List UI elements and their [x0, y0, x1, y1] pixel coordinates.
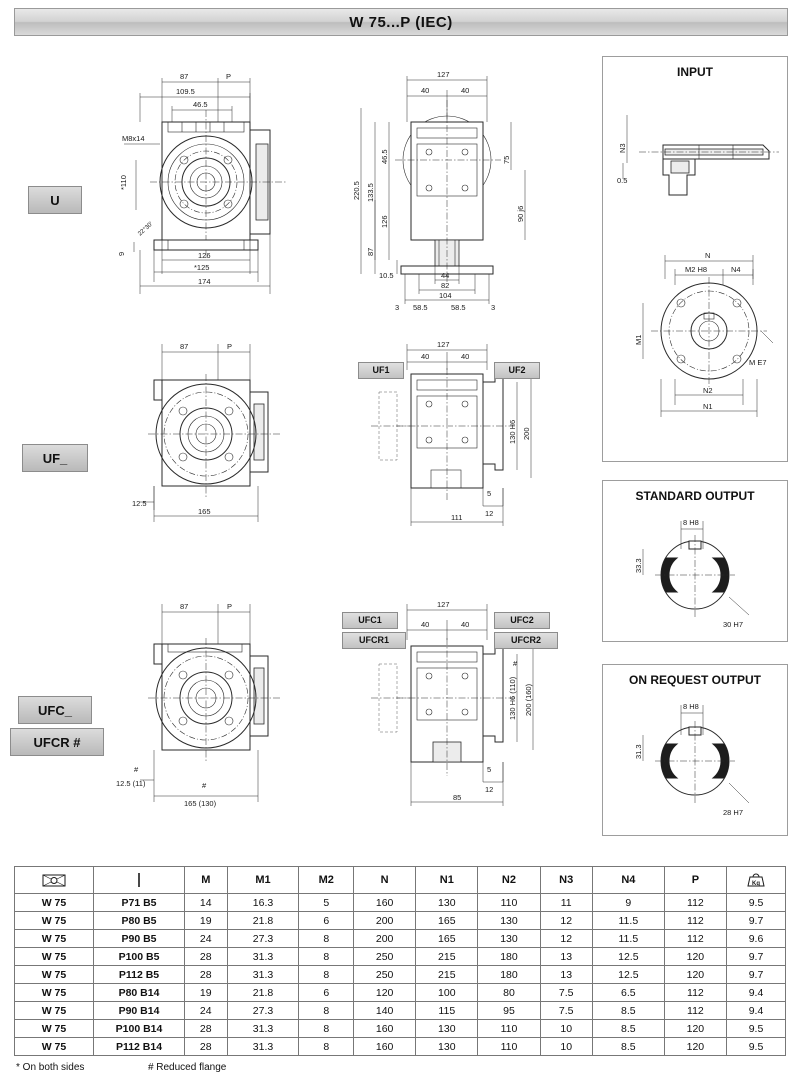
cell-N1: 165 — [416, 912, 478, 930]
shaft-icon — [94, 872, 184, 888]
row-label-u-text: U — [50, 192, 60, 208]
panel-input — [602, 56, 788, 462]
cell-N3: 7.5 — [540, 1002, 592, 1020]
dim-200-160: 200 (160) — [524, 683, 533, 716]
cell-N1: 130 — [416, 1038, 478, 1056]
cell-N3: 12 — [540, 912, 592, 930]
dim-5b: 5 — [487, 765, 492, 774]
dim-58-5b: 58.5 — [451, 303, 466, 310]
dim-133-5: 133.5 — [366, 183, 375, 202]
spec-table — [14, 866, 786, 1056]
dim-220-5: 220.5 — [352, 181, 361, 200]
drawing-u-side-view — [335, 60, 595, 310]
cell-M1: 27.3 — [227, 1002, 299, 1020]
dim-3a: 3 — [395, 303, 400, 310]
tag-ufcr1-text: UFCR1 — [358, 635, 389, 645]
cell-model: W 75 — [15, 1002, 94, 1020]
dim-12b: 12 — [485, 509, 494, 518]
cell-N2: 80 — [478, 984, 540, 1002]
cell-N4: 8.5 — [592, 1020, 664, 1038]
cell-N: 160 — [354, 1038, 416, 1056]
cell-N3: 13 — [540, 948, 592, 966]
cell-model: W 75 — [15, 894, 94, 912]
cell-N4: 8.5 — [592, 1038, 664, 1056]
cell-N: 250 — [354, 948, 416, 966]
cell-motor: P100 B14 — [94, 1020, 185, 1038]
dim-uf-87: 87 — [180, 342, 189, 351]
dim-M2H8: M2 H8 — [685, 265, 708, 274]
cell-weight: 9.5 — [727, 1020, 786, 1038]
cell-model: W 75 — [15, 930, 94, 948]
dim-126b: 126 — [380, 215, 389, 228]
cell-N3: 10 — [540, 1020, 592, 1038]
cell-N: 160 — [354, 894, 416, 912]
cell-N1: 215 — [416, 966, 478, 984]
cell-M: 28 — [185, 966, 228, 984]
cell-M2: 5 — [299, 894, 354, 912]
cell-weight: 9.4 — [727, 1002, 786, 1020]
cell-M2: 6 — [299, 912, 354, 930]
table-row — [15, 930, 786, 948]
dim-12c: 12 — [485, 785, 494, 794]
col-N2: N2 — [478, 867, 540, 894]
tag-ufcr1 — [342, 632, 406, 649]
cell-N4: 12.5 — [592, 966, 664, 984]
cell-weight: 9.7 — [727, 912, 786, 930]
dim-ufc-40b: 40 — [461, 620, 470, 629]
cell-N1: 215 — [416, 948, 478, 966]
drawing-u-front-view — [110, 60, 360, 310]
cell-weight: 9.6 — [727, 930, 786, 948]
dim-8H8-std: 8 H8 — [683, 518, 699, 527]
drawing-uf-side-view — [355, 330, 595, 530]
cell-N: 160 — [354, 1020, 416, 1038]
cell-N1: 130 — [416, 1020, 478, 1038]
col-shaft-icon — [94, 867, 185, 894]
dim-46-5b: 46.5 — [380, 149, 389, 164]
table-row — [15, 912, 786, 930]
dim-40b: 40 — [461, 86, 470, 95]
cell-N2: 130 — [478, 930, 540, 948]
cell-M2: 6 — [299, 984, 354, 1002]
table-row — [15, 1038, 786, 1056]
col-N3: N3 — [540, 867, 592, 894]
dim-3b: 3 — [491, 303, 496, 310]
dim-uf-P: P — [227, 342, 233, 351]
cell-P: 112 — [664, 930, 726, 948]
cell-M1: 31.3 — [227, 948, 299, 966]
dim-hash-a: # — [134, 765, 139, 774]
dim-9: 9 — [117, 251, 126, 256]
row-label-uf-text: UF_ — [42, 450, 68, 466]
col-N1: N1 — [416, 867, 478, 894]
cell-motor: P80 B5 — [94, 912, 185, 930]
cell-M1: 21.8 — [227, 912, 299, 930]
cell-M1: 21.8 — [227, 984, 299, 1002]
dim-N4: N4 — [731, 265, 741, 274]
dim-28H7: 28 H7 — [723, 808, 744, 817]
cell-model: W 75 — [15, 948, 94, 966]
dim-ufc-127: 127 — [437, 600, 450, 609]
dim-87: 87 — [180, 72, 189, 81]
panel-on-request-output-title: ON REQUEST OUTPUT — [628, 673, 761, 687]
cell-N2: 110 — [478, 1020, 540, 1038]
row-label-ufc — [18, 696, 92, 724]
cell-model: W 75 — [15, 984, 94, 1002]
cell-N2: 110 — [478, 1038, 540, 1056]
drawing-ufc-front-view — [110, 590, 360, 820]
cell-model: W 75 — [15, 912, 94, 930]
table-body — [15, 894, 786, 1056]
cell-N4: 11.5 — [592, 912, 664, 930]
cell-M1: 31.3 — [227, 1020, 299, 1038]
dim-75: 75 — [502, 155, 511, 164]
dim-hash-b: # — [202, 781, 207, 790]
dim-ufc-87: 87 — [180, 602, 189, 611]
col-M2: M2 — [299, 867, 354, 894]
drawing-uf-front-view — [110, 330, 360, 530]
svg-text:Kg: Kg — [752, 881, 760, 887]
cell-P: 112 — [664, 1002, 726, 1020]
cell-M: 14 — [185, 894, 228, 912]
dim-12-5-11: 12.5 (11) — [116, 779, 146, 788]
cell-M1: 31.3 — [227, 1038, 299, 1056]
cell-M1: 31.3 — [227, 966, 299, 984]
dim-125: *125 — [194, 263, 210, 272]
row-label-u — [28, 186, 82, 214]
dim-33-3: 33.3 — [634, 558, 643, 573]
footnotes — [16, 1062, 226, 1073]
tag-ufc2-text: UFC2 — [510, 615, 534, 625]
dim-46-5: 46.5 — [193, 100, 208, 109]
dim-200: 200 — [522, 427, 531, 440]
col-P: P — [664, 867, 726, 894]
cell-N: 200 — [354, 912, 416, 930]
cell-weight: 9.4 — [727, 984, 786, 1002]
col-N: N — [354, 867, 416, 894]
cell-N: 250 — [354, 966, 416, 984]
dim-uf-127: 127 — [437, 340, 450, 349]
table-header-row — [15, 867, 786, 894]
dim-85: 85 — [453, 793, 462, 802]
cell-model: W 75 — [15, 1038, 94, 1056]
tag-ufc2 — [494, 612, 550, 629]
dim-174: 174 — [198, 277, 211, 286]
dim-uf-40b: 40 — [461, 352, 470, 361]
cell-M2: 8 — [299, 948, 354, 966]
table-row — [15, 948, 786, 966]
cell-N3: 7.5 — [540, 984, 592, 1002]
cell-motor: P71 B5 — [94, 894, 185, 912]
cell-weight: 9.7 — [727, 966, 786, 984]
cell-M: 19 — [185, 984, 228, 1002]
col-N4: N4 — [592, 867, 664, 894]
cell-M2: 8 — [299, 930, 354, 948]
dim-126: 126 — [198, 251, 211, 260]
cell-M: 19 — [185, 912, 228, 930]
dim-8H8-req: 8 H8 — [683, 702, 699, 711]
dim-44: 44 — [441, 271, 450, 280]
dim-22-30: 22°30' — [136, 220, 155, 238]
dim-111: 111 — [451, 513, 463, 522]
col-M: M — [185, 867, 228, 894]
dim-82: 82 — [441, 281, 450, 290]
dim-130H6-110: 130 H6 (110) — [508, 676, 517, 720]
dim-58-5a: 58.5 — [413, 303, 428, 310]
cell-P: 112 — [664, 894, 726, 912]
cell-motor: P112 B14 — [94, 1038, 185, 1056]
dim-90j6: 90 j6 — [516, 205, 525, 222]
cell-M: 24 — [185, 1002, 228, 1020]
dim-110: *110 — [119, 175, 128, 190]
cell-N2: 180 — [478, 966, 540, 984]
dim-0-5: 0.5 — [617, 176, 628, 185]
cell-M2: 8 — [299, 1038, 354, 1056]
cell-weight: 9.5 — [727, 1038, 786, 1056]
cell-M: 24 — [185, 930, 228, 948]
cell-N2: 95 — [478, 1002, 540, 1020]
dim-N: N — [705, 251, 711, 260]
cell-P: 120 — [664, 948, 726, 966]
cell-N4: 8.5 — [592, 1002, 664, 1020]
table-row — [15, 966, 786, 984]
row-label-ufcr-text: UFCR # — [33, 734, 81, 750]
panel-standard-output — [602, 480, 788, 642]
cell-N2: 130 — [478, 912, 540, 930]
cell-motor: P80 B14 — [94, 984, 185, 1002]
cell-M2: 8 — [299, 966, 354, 984]
dim-ufc-40a: 40 — [421, 620, 430, 629]
cell-M: 28 — [185, 1038, 228, 1056]
cell-M: 28 — [185, 1020, 228, 1038]
gearbox-icon — [15, 873, 93, 888]
cell-motor: P100 B5 — [94, 948, 185, 966]
cell-N1: 100 — [416, 984, 478, 1002]
dim-87b: 87 — [366, 247, 375, 256]
dim-127: 127 — [437, 70, 450, 79]
page-title-bar — [14, 8, 788, 36]
dim-N3: N3 — [618, 143, 627, 153]
cell-N1: 165 — [416, 930, 478, 948]
table-row — [15, 984, 786, 1002]
dim-5: 5 — [487, 489, 492, 498]
cell-N1: 115 — [416, 1002, 478, 1020]
cell-M1: 16.3 — [227, 894, 299, 912]
panel-on-request-output — [602, 664, 788, 836]
dim-N1: N1 — [703, 402, 713, 411]
cell-motor: P90 B14 — [94, 1002, 185, 1020]
cell-N4: 9 — [592, 894, 664, 912]
cell-N4: 6.5 — [592, 984, 664, 1002]
dim-30H7: 30 H7 — [723, 620, 744, 629]
dim-31-3: 31.3 — [634, 744, 643, 759]
cell-M2: 8 — [299, 1020, 354, 1038]
col-M1: M1 — [227, 867, 299, 894]
cell-model: W 75 — [15, 966, 94, 984]
dim-hash-c: # — [513, 659, 518, 668]
row-label-ufc-text: UFC_ — [38, 702, 72, 718]
cell-P: 112 — [664, 984, 726, 1002]
footnote-hash: # Reduced flange — [147, 1062, 227, 1073]
tag-ufc1-text: UFC1 — [358, 615, 382, 625]
cell-M: 28 — [185, 948, 228, 966]
tag-uf2-text: UF2 — [508, 365, 526, 375]
panel-standard-output-title: STANDARD OUTPUT — [635, 489, 755, 503]
cell-N3: 13 — [540, 966, 592, 984]
cell-P: 120 — [664, 966, 726, 984]
dim-40a: 40 — [421, 86, 430, 95]
row-label-ufcr — [10, 728, 104, 756]
cell-N2: 180 — [478, 948, 540, 966]
cell-P: 120 — [664, 1020, 726, 1038]
tag-ufcr2 — [494, 632, 558, 649]
dim-10-5: 10.5 — [379, 271, 394, 280]
dim-ME7: M E7 — [749, 358, 767, 367]
dim-130H6: 130 H6 — [508, 419, 517, 444]
cell-M2: 8 — [299, 1002, 354, 1020]
cell-M1: 27.3 — [227, 930, 299, 948]
dim-N2: N2 — [703, 386, 713, 395]
table-row — [15, 1020, 786, 1038]
col-gearbox-icon — [15, 867, 94, 894]
footnote-asterisk: * On both sides — [16, 1062, 85, 1073]
cell-motor: P112 B5 — [94, 966, 185, 984]
dim-12-5: 12.5 — [132, 499, 147, 508]
tag-ufc1 — [342, 612, 398, 629]
dim-P: P — [226, 72, 232, 81]
cell-N3: 10 — [540, 1038, 592, 1056]
dim-M1: M1 — [634, 334, 643, 345]
row-label-uf — [22, 444, 88, 472]
table-row — [15, 894, 786, 912]
cell-N3: 11 — [540, 894, 592, 912]
col-weight-icon — [727, 867, 786, 894]
cell-motor: P90 B5 — [94, 930, 185, 948]
dim-uf-40a: 40 — [421, 352, 430, 361]
tag-ufcr2-text: UFCR2 — [510, 635, 541, 645]
cell-N: 140 — [354, 1002, 416, 1020]
dim-ufc-P: P — [227, 602, 233, 611]
cell-N1: 130 — [416, 894, 478, 912]
panel-input-title: INPUT — [677, 65, 713, 79]
dim-109-5: 109.5 — [176, 87, 195, 96]
cell-P: 112 — [664, 912, 726, 930]
cell-N2: 110 — [478, 894, 540, 912]
cell-N: 200 — [354, 930, 416, 948]
cell-N: 120 — [354, 984, 416, 1002]
tag-uf1-text: UF1 — [372, 365, 390, 375]
dim-m8x14: M8x14 — [122, 134, 145, 143]
table-row — [15, 1002, 786, 1020]
dim-165-130: 165 (130) — [184, 799, 217, 808]
weight-icon — [727, 872, 785, 888]
cell-weight: 9.7 — [727, 948, 786, 966]
dim-104: 104 — [439, 291, 452, 300]
cell-N4: 12.5 — [592, 948, 664, 966]
cell-P: 120 — [664, 1038, 726, 1056]
cell-weight: 9.5 — [727, 894, 786, 912]
cell-N4: 11.5 — [592, 930, 664, 948]
cell-model: W 75 — [15, 1020, 94, 1038]
cell-N3: 12 — [540, 930, 592, 948]
dim-165: 165 — [198, 507, 211, 516]
tag-uf2 — [494, 362, 540, 379]
tag-uf1 — [358, 362, 404, 379]
page-title: W 75...P (IEC) — [349, 13, 453, 31]
